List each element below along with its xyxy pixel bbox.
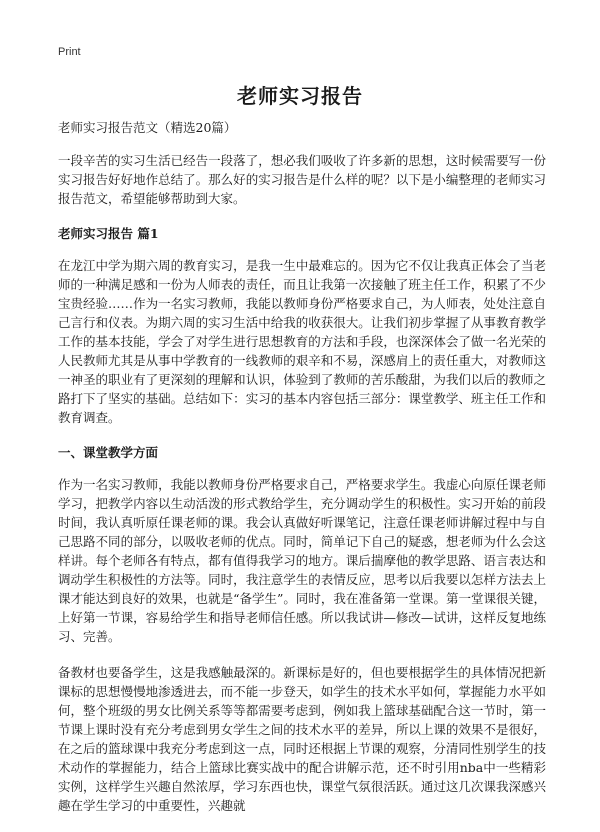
document-title: 老师实习报告 xyxy=(237,84,363,108)
document-subtitle: 老师实习报告范文（精选20篇） xyxy=(58,120,237,135)
section-heading: 老师实习报告 篇1 xyxy=(58,226,159,241)
intro-paragraph: 一段辛苦的实习生活已经告一段落了，想必我们吸收了许多新的思想，这时候需要写一份实习报告好好地作总结了。那么好的实习报告是什么样的呢？以下是小编整理的老师实习报告范文，希望能够帮助到大家。 xyxy=(58,153,546,206)
body-paragraph: 作为一名实习教师，我能以教师身份严格要求自己，严格要求学生。我虚心向原任课老师学习，把教学内容以生动活泼的形式教给学生，充分调动学生的积极性。实习开始的前段时间，我认真听原任课老师的课。我会认真做好听课笔记，注意任课老师讲解过程中与自己思路不同的部分，以吸收老师的优点。同时，简单记下自己的疑惑，想老师为什么会这样讲。每个老师各有特点，都有值得我学习的地方。课后揣摩他的教学思路、语言表达和调动学生积极性的方法等。同时，我注意学生的表情反应，思考以后我要以怎样方法去上课才能达到良好的效果，也就是“备学生”。同时，我在准备第一堂课。第一堂课很关键，上好第一节课，容易给学生和指导老师信任感。所以我试讲—修改—试讲，这样反复地练习、完善。 xyxy=(58,477,546,644)
body-paragraph: 备教材也要备学生，这是我感触最深的。新课标是好的，但也要根据学生的具体情况把新课标的思想慢慢地渗透进去，而不能一步登天，如学生的技术水平如何，掌握能力水平如何，整个班级的男女比例关系等等都需要考虑到，例如我上篮球基础配合这一节时，第一节课上课时没有充分考虑到男女学生之间的技术水平的差异，所以上课的效果不是很好，在之后的篮球课中我充分考虑到这一点，同时还根据上节课的观察，分清同性别学生的技术动作的掌握能力，结合上篮球比赛实战中的配合讲解示范，还不时引用nba中一些精彩实例，这样学生兴趣自然浓厚，学习东西也快，课堂气氛很活跃。通过这几次课我深感兴趣在学生学习的中重要性，兴趣就 xyxy=(58,665,546,813)
print-link[interactable]: Print xyxy=(58,46,81,58)
document-body xyxy=(58,119,546,832)
subsection-heading: 一、课堂教学方面 xyxy=(58,445,159,460)
section-paragraph: 在龙江中学为期六周的教育实习，是我一生中最难忘的。因为它不仅让我真正体会了当老师的一种满足感和一份为人师表的责任，而且让我第一次接触了班主任工作，积累了不少宝贵经验……作为一名实习教师，我能以教师身份严格要求自己，为人师表，处处注意自己言行和仪表。为期六周的实习生活中给我的收获很大。让我们初步掌握了从事教育教学工作的基本技能，学会了对学生进行思想教育的方法和手段，也深深体会了做一名光荣的人民教师尤其是从事中学教育的一线教师的艰辛和不易，深感肩上的责任重大，对教师这一神圣的职业有了更深刻的理解和认识，体验到了教师的苦乐酸甜，为我们以后的教师之路打下了坚实的基础。总结如下：实习的基本内容包括三部分：课堂教学、班主任工作和教育调查。 xyxy=(58,258,546,425)
